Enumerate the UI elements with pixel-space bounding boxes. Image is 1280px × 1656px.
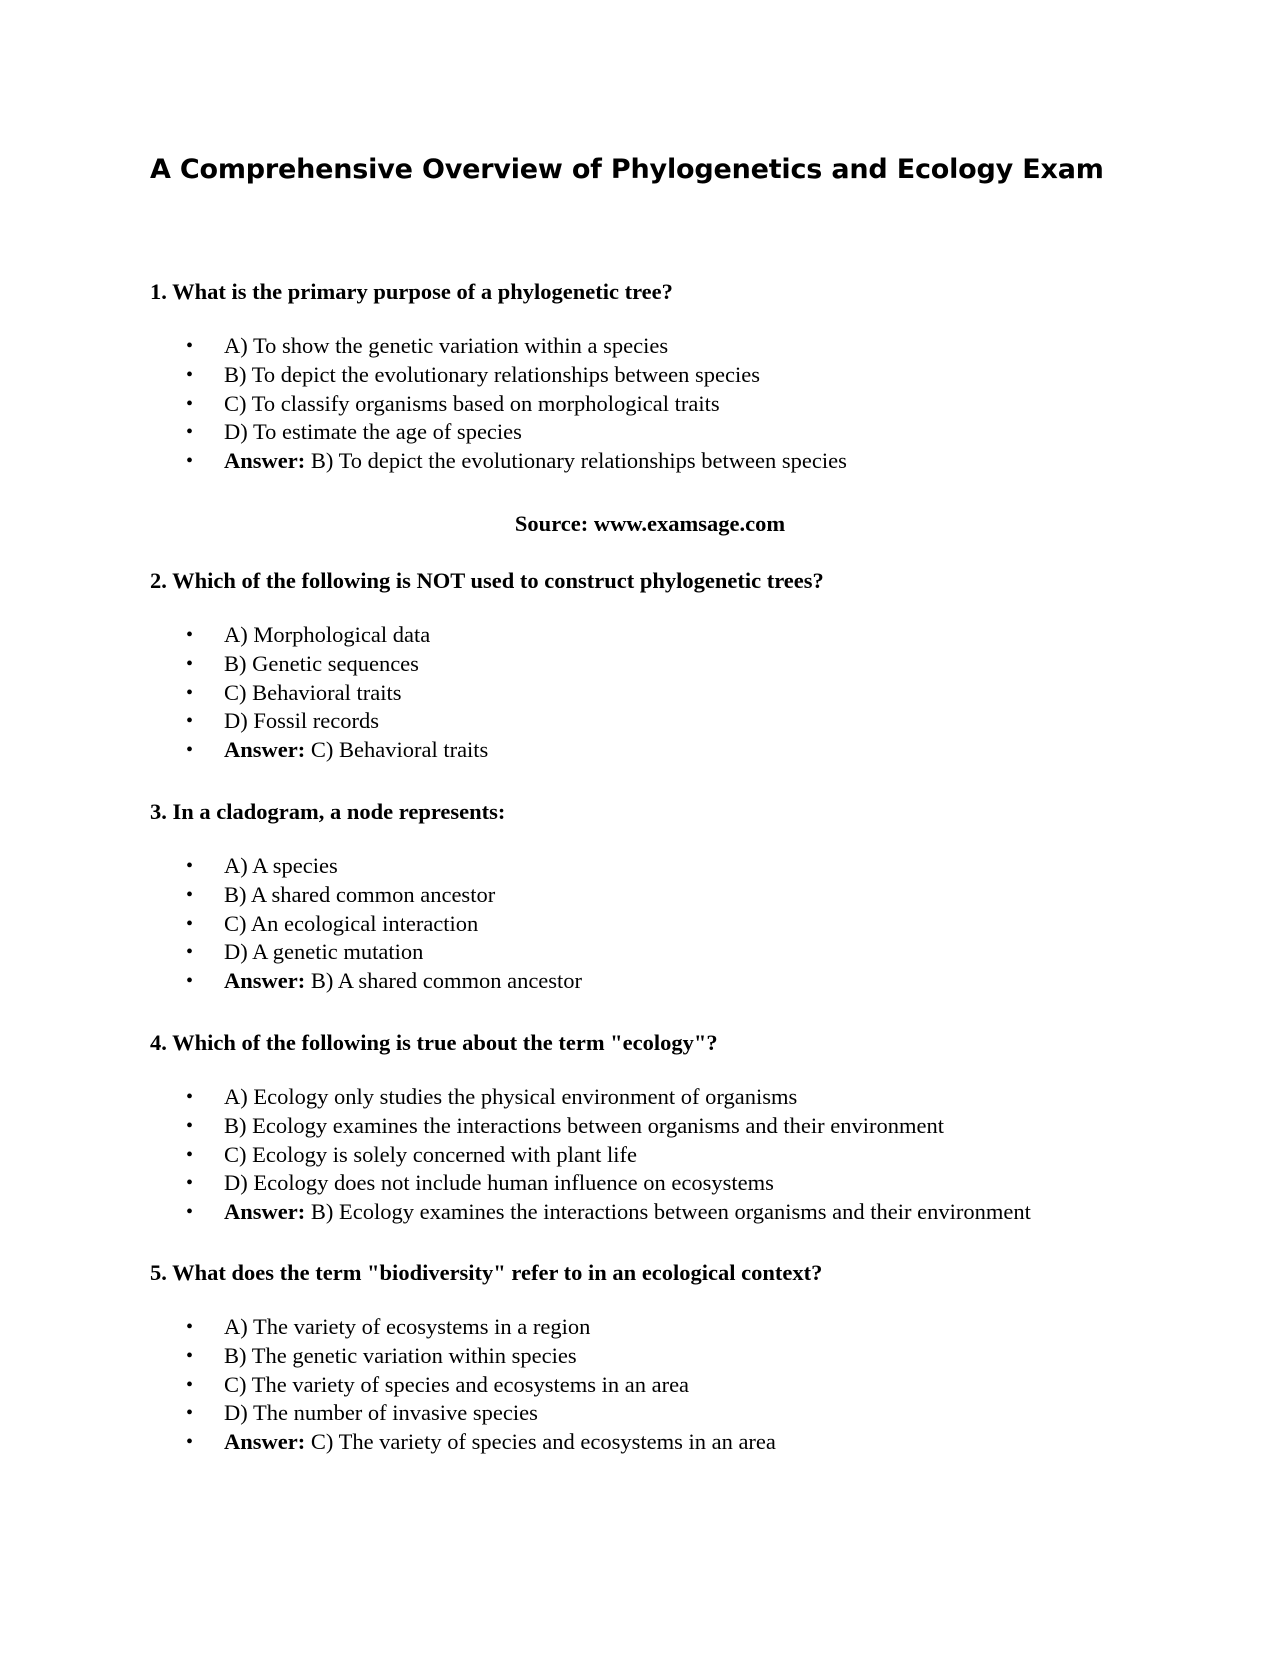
option-b — [150, 650, 1150, 679]
option-b — [150, 361, 1150, 390]
answer-label: Answer: — [224, 968, 306, 994]
bullet-icon: • — [186, 739, 194, 762]
option-c — [150, 910, 1150, 939]
bullet-icon: • — [186, 363, 194, 386]
answer-text: B) A shared common ancestor — [310, 968, 583, 994]
bullet-icon: • — [186, 652, 194, 675]
answer-line — [150, 1428, 1150, 1457]
bullet-icon: • — [186, 1201, 194, 1224]
option-d — [150, 1169, 1150, 1198]
answer-line — [150, 1198, 1150, 1227]
option-c — [150, 1371, 1150, 1400]
option-list — [150, 852, 1150, 996]
bullet-icon: • — [186, 1114, 194, 1137]
bullet-icon: • — [186, 970, 194, 993]
option-d — [150, 938, 1150, 967]
option-a — [150, 852, 1150, 881]
question-5 — [150, 1258, 1150, 1457]
bullet-icon: • — [186, 1402, 194, 1425]
option-b — [150, 881, 1150, 910]
answer-line — [150, 447, 1150, 476]
option-a — [150, 621, 1150, 650]
option-list — [150, 1313, 1150, 1457]
option-text: C) Behavioral traits — [224, 679, 402, 705]
bullet-icon: • — [186, 1086, 194, 1108]
question-text: 2. Which of the following is NOT used to construct phylogenetic trees? — [150, 568, 824, 593]
answer-label: Answer: — [224, 1199, 306, 1225]
bullet-icon: • — [186, 450, 194, 473]
bullet-icon: • — [186, 1316, 194, 1338]
option-text: C) Ecology is solely concerned with plant life — [224, 1141, 638, 1167]
option-b — [150, 1342, 1150, 1371]
option-text: A) The variety of ecosystems in a region — [224, 1314, 591, 1339]
question-text: 4. Which of the following is true about the term "ecology"? — [150, 1030, 718, 1055]
option-text: D) Fossil records — [224, 708, 379, 734]
option-text: B) To depict the evolutionary relationships between species — [224, 361, 760, 387]
document-title: A Comprehensive Overview of Phylogenetics and Ecology Exam — [150, 154, 1104, 185]
bullet-icon: • — [186, 1431, 194, 1454]
bullet-icon: • — [186, 335, 194, 357]
option-text: C) To classify organisms based on morphological traits — [224, 390, 720, 416]
option-b — [150, 1112, 1150, 1141]
option-d — [150, 707, 1150, 736]
option-c — [150, 1141, 1150, 1170]
option-c — [150, 679, 1150, 708]
answer-text: C) The variety of species and ecosystems in an area — [310, 1429, 776, 1455]
bullet-icon: • — [186, 1143, 194, 1166]
option-text: C) The variety of species and ecosystems in an area — [224, 1371, 690, 1397]
bullet-icon: • — [186, 681, 194, 704]
bullet-icon: • — [186, 941, 194, 964]
bullet-icon: • — [186, 1172, 194, 1195]
option-a — [150, 1313, 1150, 1342]
question-text: 5. What does the term "biodiversity" refer to in an ecological context? — [150, 1260, 823, 1285]
bullet-icon: • — [186, 1373, 194, 1396]
option-list — [150, 332, 1150, 476]
option-a — [150, 332, 1150, 361]
option-d — [150, 1399, 1150, 1428]
answer-text: C) Behavioral traits — [310, 737, 489, 763]
option-a — [150, 1083, 1150, 1112]
bullet-icon: • — [186, 624, 194, 646]
answer-line — [150, 967, 1150, 996]
bullet-icon: • — [186, 855, 194, 877]
option-text: B) Genetic sequences — [224, 650, 419, 676]
source-line: Source: www.examsage.com — [514, 511, 786, 536]
option-text: A) Morphological data — [224, 622, 431, 647]
answer-label: Answer: — [224, 448, 306, 474]
bullet-icon: • — [186, 392, 194, 415]
answer-label: Answer: — [224, 1429, 306, 1455]
option-d — [150, 418, 1150, 447]
bullet-icon: • — [186, 912, 194, 935]
answer-text: B) To depict the evolutionary relationships between species — [310, 448, 847, 474]
question-4 — [150, 1028, 1150, 1227]
option-text: C) An ecological interaction — [224, 910, 479, 936]
question-text: 1. What is the primary purpose of a phylogenetic tree? — [150, 279, 673, 304]
option-list — [150, 621, 1150, 765]
bullet-icon: • — [186, 883, 194, 906]
option-text: A) Ecology only studies the physical environment of organisms — [224, 1084, 798, 1109]
option-c — [150, 390, 1150, 419]
option-text: B) A shared common ancestor — [224, 881, 496, 907]
question-text: 3. In a cladogram, a node represents: — [150, 799, 506, 824]
answer-line — [150, 736, 1150, 765]
option-text: A) To show the genetic variation within a species — [224, 333, 669, 358]
bullet-icon: • — [186, 710, 194, 733]
answer-text: B) Ecology examines the interactions between organisms and their environment — [310, 1199, 1031, 1225]
option-text: D) To estimate the age of species — [224, 419, 522, 445]
option-text: B) The genetic variation within species — [224, 1342, 577, 1368]
option-list — [150, 1083, 1150, 1227]
option-text: B) Ecology examines the interactions between organisms and their environment — [224, 1112, 945, 1138]
bullet-icon: • — [186, 421, 194, 444]
option-text: D) Ecology does not include human influence on ecosystems — [224, 1170, 774, 1196]
option-text: D) The number of invasive species — [224, 1400, 538, 1426]
bullet-icon: • — [186, 1344, 194, 1367]
answer-label: Answer: — [224, 737, 306, 763]
question-2 — [150, 566, 1150, 765]
option-text: D) A genetic mutation — [224, 939, 424, 965]
option-text: A) A species — [224, 853, 338, 878]
question-3 — [150, 797, 1150, 996]
question-1 — [150, 277, 1150, 476]
